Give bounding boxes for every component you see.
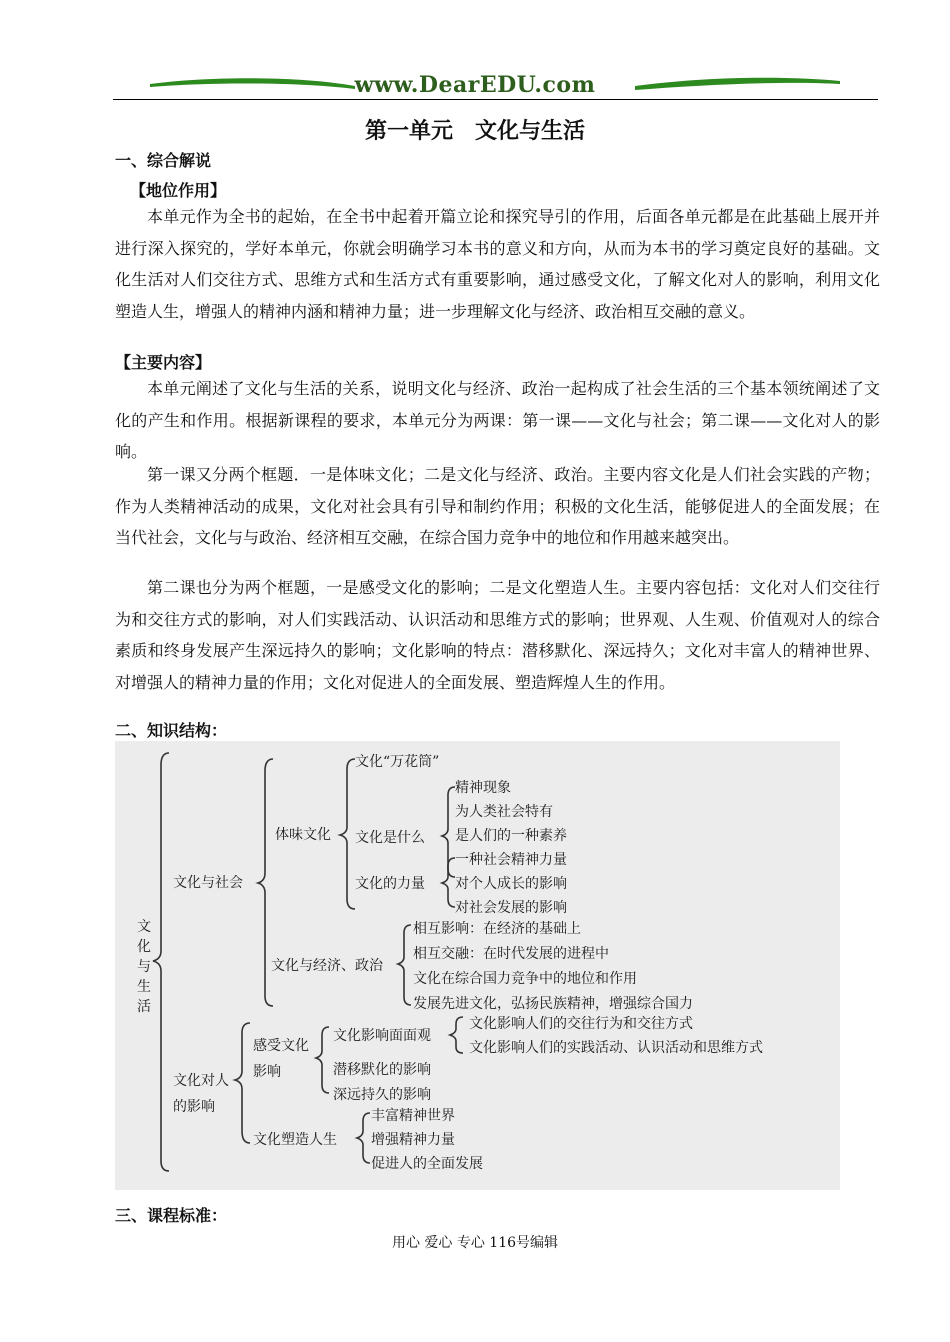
section-heading-1: 一、综合解说 bbox=[115, 151, 212, 170]
node-econ-2: 相互交融：在时代发展的进程中 bbox=[413, 946, 609, 962]
node-what-3: 是人们的一种素养 bbox=[455, 828, 567, 844]
node-what-is-culture: 文化是什么 bbox=[355, 830, 425, 846]
node-power-2: 对个人成长的影响 bbox=[455, 876, 567, 892]
node-wanhuatong: 文化“万花筒” bbox=[355, 754, 440, 770]
role-paragraph: 本单元作为全书的起始，在全书中起着开篇立论和探究导引的作用，后面各单元都是在此基础上展开并进行深入探究的，学好本单元，你就会明确学习本书的意义和方向，从而为本书的学习奠定良好的基础。文化生活对人们交往方式、思维方式和生活方式有重要影响，通过感受文化，了解文化对人的影响，利用文化塑造人生，增强人的精神内涵和精神力量；进一步理解文化与经济、政治相互交融的意义。 bbox=[115, 207, 880, 321]
content-paragraph-1: 本单元阐述了文化与生活的关系，说明文化与经济、政治一起构成了社会生活的三个基本领统阐述了文化的产生和作用。根据新课程的要求，本单元分为两课：第一课——文化与社会；第二课——文化对人的影响。 bbox=[115, 379, 880, 461]
node-aspect-1: 文化影响人们的交往行为和交往方式 bbox=[469, 1016, 693, 1032]
node-influence-line2: 的影响 bbox=[173, 1099, 215, 1115]
section-heading-2: 二、知识结构： bbox=[115, 721, 228, 740]
node-culture-shapes-life: 文化塑造人生 bbox=[253, 1132, 337, 1148]
node-power-1: 一种社会精神力量 bbox=[455, 852, 567, 868]
node-what-2: 为人类社会特有 bbox=[455, 804, 553, 820]
header-logo-text: www.DearEDU.com bbox=[354, 72, 596, 98]
node-influence-aspects: 文化影响面面观 bbox=[333, 1028, 431, 1044]
header-divider bbox=[113, 99, 878, 100]
node-subtle-influence: 潜移默化的影响 bbox=[333, 1062, 431, 1078]
node-feel-culture-line2: 影响 bbox=[253, 1064, 281, 1080]
page-footer: 用心 爱心 专心 116号编辑 bbox=[391, 1235, 559, 1251]
node-feel-culture-line1: 感受文化 bbox=[253, 1038, 309, 1054]
node-power-3: 对社会发展的影响 bbox=[455, 900, 567, 916]
node-culture-power: 文化的力量 bbox=[355, 876, 425, 892]
node-what-1: 精神现象 bbox=[455, 780, 511, 796]
node-shape-1: 丰富精神世界 bbox=[371, 1108, 455, 1124]
node-influence-line1: 文化对人 bbox=[173, 1073, 229, 1089]
node-shape-3: 促进人的全面发展 bbox=[371, 1156, 483, 1172]
node-shape-2: 增强精神力量 bbox=[371, 1132, 455, 1148]
node-aspect-2: 文化影响人们的实践活动、认识活动和思维方式 bbox=[469, 1040, 763, 1056]
node-lasting-influence: 深远持久的影响 bbox=[333, 1087, 431, 1103]
node-culture-economy-politics: 文化与经济、政治 bbox=[271, 958, 383, 974]
diagram-root-node: 文化与生活 bbox=[137, 919, 151, 1015]
page-title: 第一单元 文化与生活 bbox=[364, 118, 585, 144]
knowledge-structure-diagram bbox=[115, 741, 840, 1190]
node-econ-4: 发展先进文化，弘扬民族精神，增强综合国力 bbox=[413, 996, 693, 1012]
node-culture-society: 文化与社会 bbox=[173, 875, 243, 891]
subheading-role: 【地位作用】 bbox=[130, 181, 227, 200]
node-tiwei-wenhua: 体味文化 bbox=[275, 827, 331, 843]
subheading-content: 【主要内容】 bbox=[115, 353, 212, 372]
content-paragraph-3: 第二课也分为两个框题，一是感受文化的影响；二是文化塑造人生。主要内容包括：文化对人们交往行为和交往方式的影响，对人们实践活动、认识活动和思维方式的影响；世界观、人生观、价值观对人的综合素质和终身发展产生深远持久的影响；文化影响的特点：潜移默化、深远持久；文化对丰富人的精神世界、对增强人的精神力量的作用；文化对促进人的全面发展、塑造辉煌人生的作用。 bbox=[115, 578, 880, 692]
content-paragraph-2: 第一课又分两个框题．一是体味文化；二是文化与经济、政治。主要内容文化是人们社会实践的产物；作为人类精神活动的成果，文化对社会具有引导和制约作用；积极的文化生活，能够促进人的全面发展；在当代社会，文化与与政治、经济相互交融，在综合国力竞争中的地位和作用越来越突出。 bbox=[115, 465, 880, 547]
node-econ-1: 相互影响：在经济的基础上 bbox=[413, 921, 581, 937]
node-econ-3: 文化在综合国力竞争中的地位和作用 bbox=[413, 971, 637, 987]
section-heading-3: 三、课程标准： bbox=[115, 1206, 228, 1225]
